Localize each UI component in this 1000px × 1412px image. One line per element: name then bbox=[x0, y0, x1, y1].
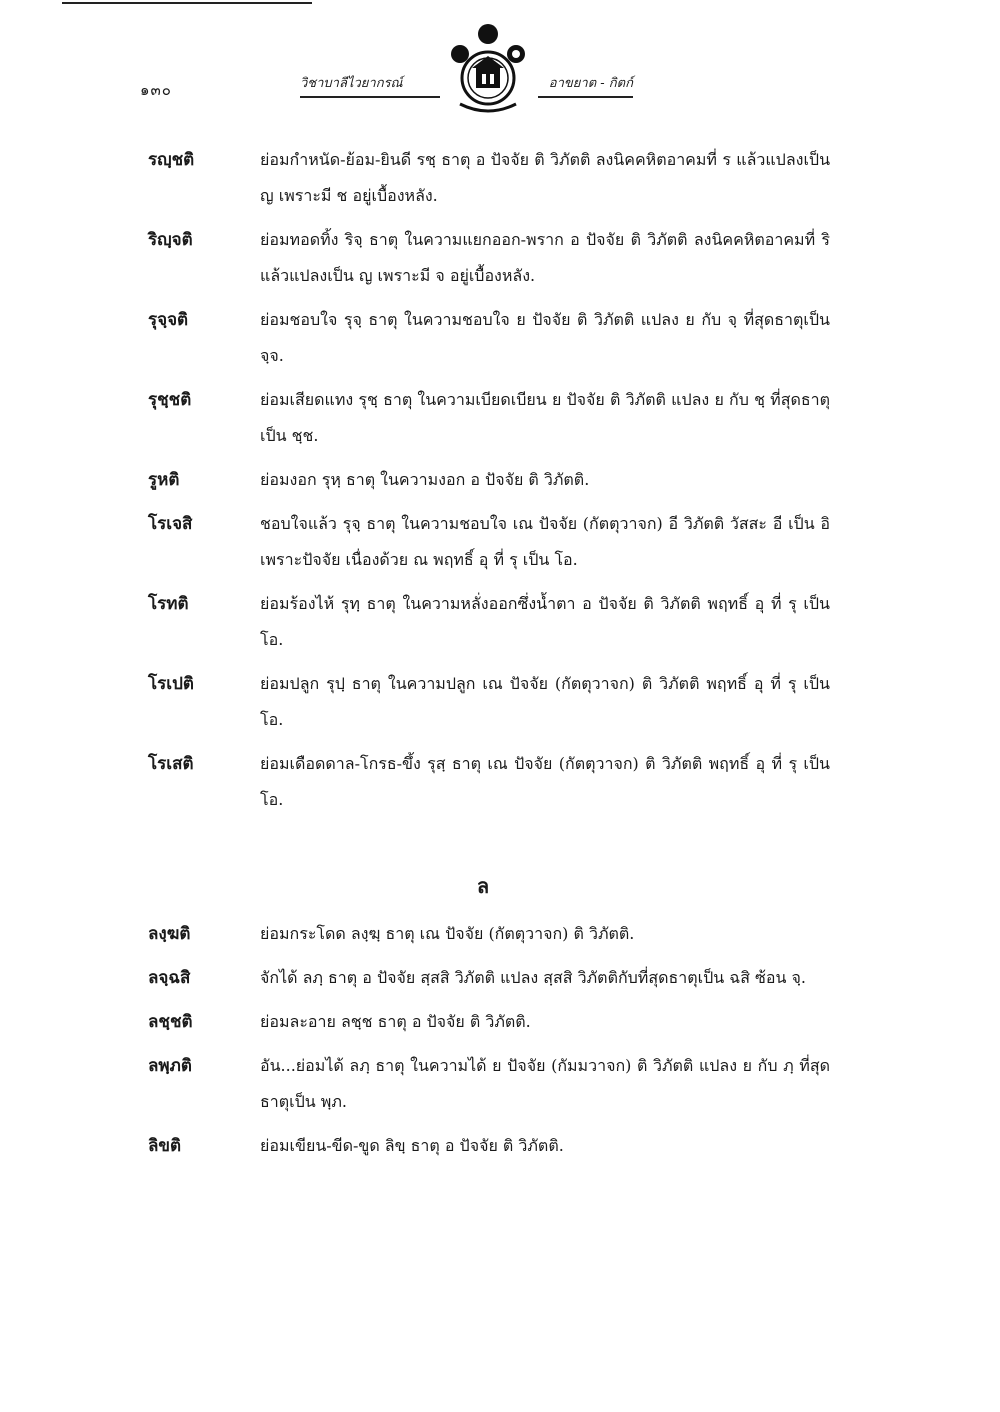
entry-headword: รุจฺจติ bbox=[148, 310, 189, 330]
entry-definition: ย่อมละอาย ลชฺช ธาตุ อ ปัจจัย ติ วิภัตติ. bbox=[260, 1012, 531, 1031]
top-rule bbox=[62, 2, 312, 4]
dictionary-entry bbox=[148, 506, 848, 578]
entry-headword: รูหติ bbox=[148, 470, 180, 490]
dictionary-entry bbox=[148, 1004, 848, 1040]
entry-definition: อัน...ย่อมได้ ลภฺ ธาตุ ในความได้ ย ปัจจัย (กัมมวาจก) ติ วิภัตติ แปลง ย กับ ภฺ ที่สุดธาตุเป็น พฺภ. bbox=[260, 1056, 830, 1111]
dictionary-entry bbox=[148, 302, 848, 374]
page-number: ๑๓๐ bbox=[140, 81, 172, 99]
entry-headword: ลจฺฉสิ bbox=[148, 968, 191, 988]
entry-headword: รุชฺชติ bbox=[148, 390, 192, 410]
dictionary-entry bbox=[148, 916, 848, 952]
entry-headword: ลิขติ bbox=[148, 1136, 182, 1156]
entry-definition: ย่อมเขียน-ขีด-ขูด ลิขฺ ธาตุ อ ปัจจัย ติ วิภัตติ. bbox=[260, 1136, 564, 1155]
entry-headword: ลงฺฆติ bbox=[148, 924, 191, 944]
entry-definition: ย่อมงอก รุหฺ ธาตุ ในความงอก อ ปัจจัย ติ วิภัตติ. bbox=[260, 470, 590, 489]
header-book-title: วิชาบาลีไวยากรณ์ bbox=[300, 72, 440, 98]
dictionary-entry bbox=[148, 666, 848, 738]
entry-definition: ย่อมปลูก รุปฺ ธาตุ ในความปลูก เณ ปัจจัย (กัตตุวาจก) ติ วิภัตติ พฤทธิ์ อุ ที่ รุ เป็น โอ. bbox=[260, 674, 830, 729]
dictionary-entry bbox=[148, 746, 848, 818]
dictionary-entry bbox=[148, 1048, 848, 1120]
entry-definition: ย่อมกระโดด ลงฺฆฺ ธาตุ เณ ปัจจัย (กัตตุวาจก) ติ วิภัตติ. bbox=[260, 924, 635, 943]
dictionary-entry bbox=[148, 1128, 848, 1164]
entry-headword: ริญฺจติ bbox=[148, 230, 193, 250]
dictionary-entry bbox=[148, 586, 848, 658]
entry-definition: ชอบใจแล้ว รุจฺ ธาตุ ในความชอบใจ เณ ปัจจัย (กัตตุวาจก) อี วิภัตติ วัสสะ อี เป็น อิ เพราะปัจจัย เนื่องด้วย ณ พฤทธิ์ อุ ที่ รุ เป็น โอ. bbox=[260, 514, 830, 569]
entry-definition: ย่อมกำหนัด-ย้อม-ยินดี รชฺ ธาตุ อ ปัจจัย ติ วิภัตติ ลงนิคคหิตอาคมที่ ร แล้วแปลงเป็น ญ เพราะมี ช อยู่เบื้องหลัง. bbox=[260, 150, 831, 205]
section-letter-heading: ล bbox=[476, 874, 490, 898]
entry-definition: ย่อมเดือดดาล-โกรธ-ขึ้ง รุสฺ ธาตุ เณ ปัจจัย (กัตตุวาจก) ติ วิภัตติ พฤทธิ์ อุ ที่ รุ เป็น โอ. bbox=[260, 754, 830, 809]
entry-headword: โรเจสิ bbox=[148, 514, 193, 534]
dictionary-entry bbox=[148, 960, 848, 996]
dictionary-entry bbox=[148, 382, 848, 454]
dictionary-entries bbox=[148, 142, 848, 1172]
entry-headword: ลชฺชติ bbox=[148, 1012, 193, 1032]
entry-definition: ย่อมชอบใจ รุจฺ ธาตุ ในความชอบใจ ย ปัจจัย ติ วิภัตติ แปลง ย กับ จฺ ที่สุดธาตุเป็น จฺจ. bbox=[260, 310, 830, 365]
entry-headword: โรทติ bbox=[148, 594, 189, 614]
entry-headword: โรเปติ bbox=[148, 674, 194, 694]
entry-headword: รญฺชติ bbox=[148, 150, 195, 170]
header-chapter-title: อาขยาต - กิตก์ bbox=[538, 72, 633, 98]
entry-headword: ลพฺภติ bbox=[148, 1056, 192, 1076]
dictionary-entry bbox=[148, 142, 848, 214]
page-header bbox=[0, 20, 1000, 130]
entry-headword: โรเสติ bbox=[148, 754, 194, 774]
entry-definition: ย่อมร้องไห้ รุทฺ ธาตุ ในความหลั่งออกซึ่งน้ำตา อ ปัจจัย ติ วิภัตติ พฤทธิ์ อุ ที่ รุ เป็น โอ. bbox=[260, 594, 830, 649]
entry-definition: ย่อมเสียดแทง รุชฺ ธาตุ ในความเบียดเบียน ย ปัจจัย ติ วิภัตติ แปลง ย กับ ชฺ ที่สุดธาตุเป็น ชฺช. bbox=[260, 390, 830, 445]
entry-definition: จักได้ ลภฺ ธาตุ อ ปัจจัย สฺสสิ วิภัตติ แปลง สฺสสิ วิภัตติกับที่สุดธาตุเป็น ฉสิ ซ้อน จฺ. bbox=[260, 968, 806, 987]
dictionary-entry bbox=[148, 222, 848, 294]
dictionary-entry bbox=[148, 462, 848, 498]
institution-seal-icon bbox=[440, 20, 536, 120]
entry-definition: ย่อมทอดทิ้ง ริจฺ ธาตุ ในความแยกออก-พราก อ ปัจจัย ติ วิภัตติ ลงนิคคหิตอาคมที่ ริ แล้วแปลงเป็น ญ เพราะมี จ อยู่เบื้องหลัง. bbox=[260, 230, 830, 285]
